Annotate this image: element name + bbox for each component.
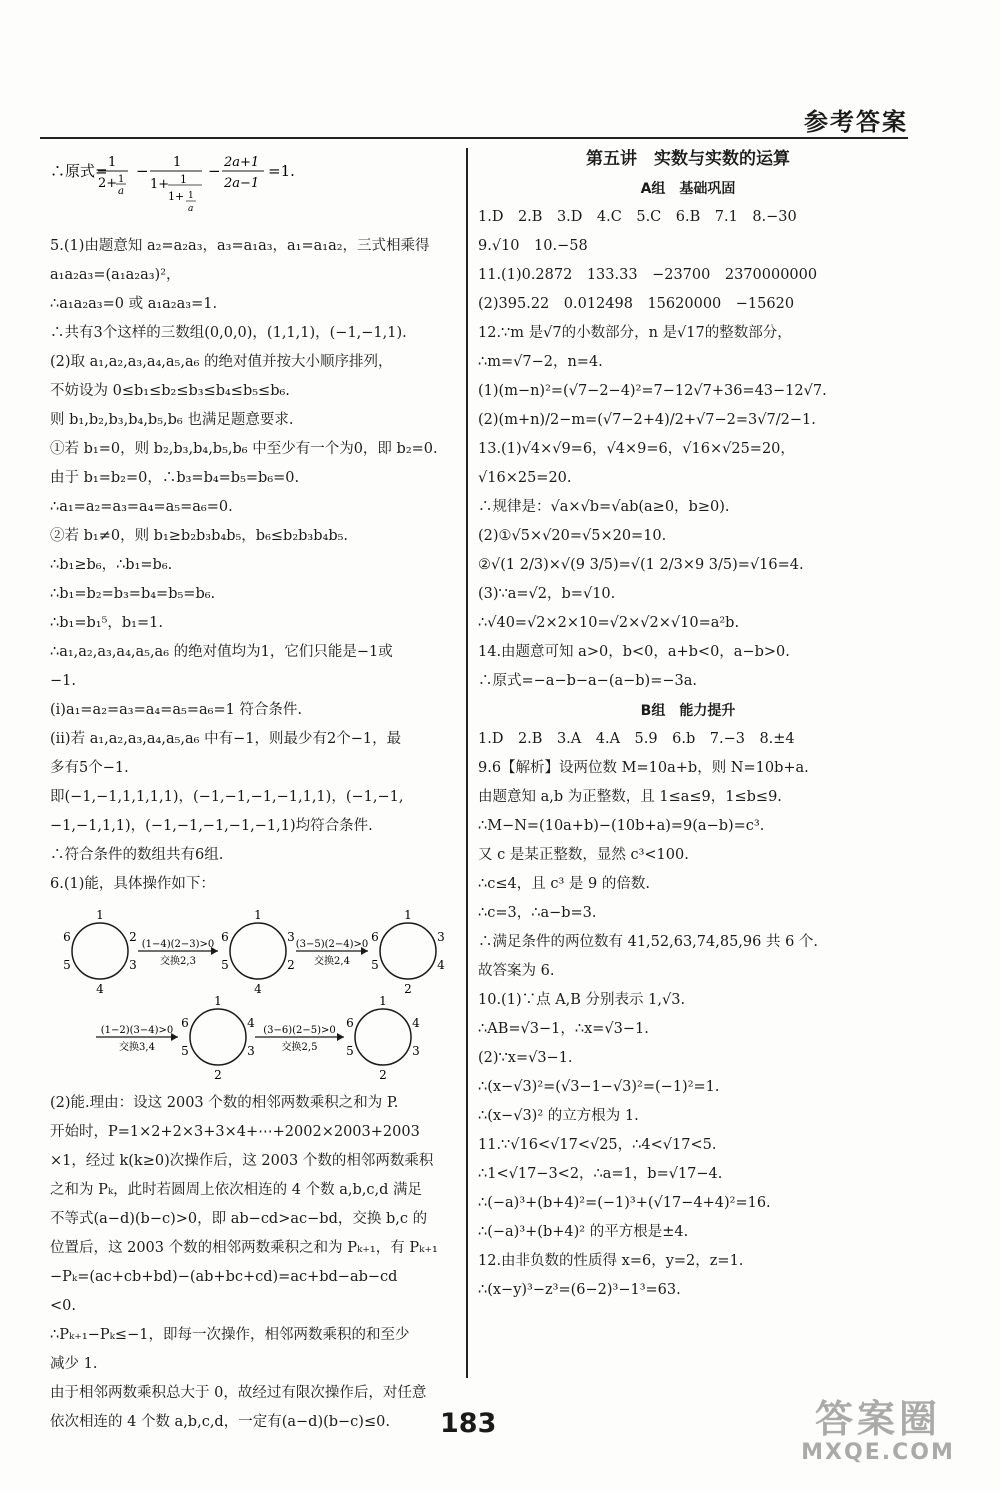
text-line: (2)395.22 0.012498 15620000 −15620 [478,296,795,312]
group-a-title: A组 基础巩固 [640,181,736,197]
circle-number: 1 [96,909,104,922]
circle-number: 5 [221,958,229,972]
text-line: 由于 b₁=b₂=0，∴b₃=b₄=b₅=b₆=0. [50,470,300,486]
text-line: (2)∵x=√3−1. [478,1050,573,1066]
text-line: ∴原式=−a−b−a−(a−b)=−3a. [478,673,697,689]
circle-number: 4 [96,982,104,996]
text-line: 11.(1)0.2872 133.33 −23700 2370000000 [478,267,818,283]
text-line: ∴满足条件的两位数有 41,52,63,74,85,96 共 6 个. [478,934,819,950]
text-line: ∴(−a)³+(b+4)² 的平方根是±4. [478,1224,689,1240]
circle-number: 5 [63,958,71,972]
text-line: ∴m=√7−2，n=4. [478,354,603,370]
circle-number: 1 [214,994,222,1008]
circle-number: 6 [371,930,379,944]
formula-frag: a [118,186,124,197]
formula-frag: 1 [173,155,182,170]
text-line: ∴(x−√3)²=(√3−1−√3)²=(−1)²=1. [478,1079,720,1095]
left-lines-1 [50,236,465,894]
circle-number: 4 [437,958,445,972]
text-line: √16×25=20. [478,470,572,486]
diagram-circle [190,1009,246,1065]
text-line: (ii)若 a₁,a₂,a₃,a₄,a₅,a₆ 中有−1，则最少有2个−1，最 [50,731,402,747]
text-line: (2)取 a₁,a₂,a₃,a₄,a₅,a₆ 的绝对值并按大小顺序排列， [50,354,393,370]
formula-frag: 1 [108,155,117,170]
arrow-action: 交换2,3 [160,956,196,967]
text-line: (i)a₁=a₂=a₃=a₄=a₅=a₆=1 符合条件. [50,702,303,718]
formula-frag: 1 [180,173,187,186]
circle-number: 2 [379,1068,387,1079]
text-line: ∴符合条件的数组共有6组. [50,847,224,863]
text-line: ∴a₁,a₂,a₃,a₄,a₅,a₆ 的绝对值均为1，它们只能是−1或 [50,644,393,660]
text-line: ∴√40=√2×2×10=√2×√2×√10=a²b. [478,615,740,631]
text-line: −1. [50,673,76,689]
text-line: ②若 b₁≠0，则 b₁≥b₂b₃b₄b₅，b₆≤b₂b₃b₄b₅. [50,528,349,544]
section-title: 第五讲 实数与实数的运算 [586,149,790,169]
formula-frag: 1 [118,174,125,185]
circle-number: 2 [214,1068,222,1079]
circle-number: 6 [63,930,71,944]
text-line: 9.√10 10.−58 [478,238,588,254]
text-line: −1,−1,1,1)，(−1,−1,−1,−1,−1,1)均符合条件. [50,818,373,834]
text-line: (1)(m−n)²=(√7−2−4)²=7−12√7+36=43−12√7. [478,383,827,399]
diagram-circle [230,923,286,979]
formula-frag: 2+ [98,176,118,191]
text-line: 故答案为 6. [478,963,555,979]
text-line: ∴a₁=a₂=a₃=a₄=a₅=a₆=0. [50,499,233,515]
text-line: ∴AB=√3−1，∴x=√3−1. [478,1021,649,1037]
arrow-action: 交换3,4 [119,1042,155,1053]
circle-number: 4 [412,1016,420,1030]
text-line: ∴规律是：√a×√b=√ab(a≥0，b≥0). [478,499,730,515]
text-line: 12.由非负数的性质得 x=6，y=2，z=1. [478,1253,744,1269]
circle-number: 3 [247,1044,255,1058]
circle-number: 1 [254,909,262,922]
circle-number: 6 [346,1016,354,1030]
fraction-formula [50,152,350,222]
text-line: ∴1<√17−3<2，∴a=1，b=√17−4. [478,1166,723,1182]
header-rule [40,137,908,139]
text-line: <0. [50,1298,76,1314]
right-column [478,148,898,1309]
group-b-lines [478,729,898,1300]
formula-frag: 1+ [168,190,185,203]
arrow-head [337,1033,344,1041]
text-line: (3)∵a=√2，b=√10. [478,586,616,602]
text-line: 由于相邻两数乘积总大于 0，故经过有限次操作后，对任意 [50,1385,427,1401]
text-line: ∴b₁=b₂=b₃=b₄=b₅=b₆. [50,586,216,602]
text-line: 5.(1)由题意知 a₂=a₂a₃，a₃=a₁a₃，a₁=a₁a₂，三式相乘得 [50,238,430,254]
column-divider [466,148,468,1378]
text-line: 10.(1)∵点 A,B 分别表示 1,√3. [478,992,686,1008]
diagram-circle [355,1009,411,1065]
text-line: 由题意知 a,b 为正整数，且 1≤a≤9，1≤b≤9. [478,789,782,805]
circle-number: 3 [412,1044,420,1058]
circle-swap-diagram [58,909,458,1079]
text-line: 则 b₁,b₂,b₃,b₄,b₅,b₆ 也满足题意要求. [50,412,294,428]
formula-line [50,152,465,222]
text-line: −Pₖ=(ac+cb+bd)−(ab+bc+cd)=ac+bd−ab−cd [50,1269,398,1285]
circle-number: 4 [254,982,262,996]
formula-prefix: ∴原式= [50,162,108,180]
text-line: 又 c 是某正整数，显然 c³<100. [478,847,689,863]
text-line: ∴b₁=b₁⁵，b₁=1. [50,615,163,631]
left-lines-2 [50,1093,465,1432]
arrow-condition: (1−2)(3−4)>0 [100,1025,174,1036]
text-line: 位置后，这 2003 个数的相邻两数乘积之和为 Pₖ₊₁，有 Pₖ₊₁ [50,1240,438,1256]
formula-frag: 2a+1 [224,155,260,170]
arrow-condition: (3−5)(2−4)>0 [295,939,369,950]
text-line: 14.由题意可知 a>0，b<0，a+b<0，a−b>0. [478,644,790,660]
arrow-action: 交换2,5 [281,1042,318,1053]
text-line: ∴a₁a₂a₃=0 或 a₁a₂a₃=1. [50,296,218,312]
text-line: 6.(1)能，具体操作如下： [50,876,215,892]
text-line: 不等式(a−d)(b−c)>0，即 ab−cd>ac−bd，交换 b,c 的 [50,1211,428,1227]
circle-number: 5 [371,958,379,972]
circle-number: 2 [287,958,295,972]
text-line: (2)(m+n)/2−m=(√7−2+4)/2+√7−2=3√7/2−1. [478,412,816,428]
circle-number: 2 [129,930,137,944]
formula-frag: − [136,162,149,180]
formula-frag: 1+ [150,177,170,192]
diagram-circle [380,923,436,979]
text-line: ∴(x−y)³−z³=(6−2)³−1³=63. [478,1282,681,1298]
header-title: 参考答案 [804,108,908,136]
text-line: ∴M−N=(10a+b)−(10b+a)=9(a−b)=c³. [478,818,765,834]
text-line: (2)①√5×√20=√5×20=10. [478,528,667,544]
text-line: ×1，经过 k(k≥0)次操作后，这 2003 个数的相邻两数乘积 [50,1153,434,1169]
group-b-title: B组 能力提升 [640,703,736,719]
text-line: 多有5个−1. [50,760,129,776]
text-line: 1.D 2.B 3.A 4.A 5.9 6.b 7.−3 8.±4 [478,731,795,747]
text-line: ∴共有3个这样的三数组(0,0,0)，(1,1,1)，(−1,−1,1). [50,325,407,341]
text-line: 依次相连的 4 个数 a,b,c,d，一定有(a−d)(b−c)≤0. [50,1414,390,1430]
circle-number: 1 [379,994,387,1008]
circle-number: 3 [129,958,137,972]
text-line: 开始时，P=1×2+2×3+3×4+⋯+2002×2003+2003 [50,1124,420,1140]
text-line: (2)能.理由：设这 2003 个数的相邻两数乘积之和为 P. [50,1095,399,1111]
text-line: 减少 1. [50,1356,98,1372]
circle-number: 2 [404,982,412,996]
circle-number: 3 [287,930,295,944]
watermark [778,1397,978,1469]
page-number: 183 [440,1408,497,1439]
watermark-logo: 答案圈 [814,1397,941,1441]
text-line: ②√(1 2/3)×√(9 3/5)=√(1 2/3×9 3/5)=√16=4. [478,557,804,573]
text-line: 13.(1)√4×√9=6，√4×9=6，√16×√25=20， [478,441,795,457]
text-line: 12.∵m 是√7的小数部分，n 是√17的整数部分， [478,325,792,341]
text-line: ∴c≤4，且 c³ 是 9 的倍数. [478,876,650,892]
text-line: ∴c=3，∴a−b=3. [478,905,597,921]
formula-frag: − [208,162,221,180]
text-line: 即(−1,−1,1,1,1,1)，(−1,−1,−1,−1,1,1)，(−1,−1, [50,789,404,805]
text-line: 1.D 2.B 3.D 4.C 5.C 6.B 7.1 8.−30 [478,209,797,225]
text-line: a₁a₂a₃=(a₁a₂a₃)²， [50,267,181,283]
left-column [50,148,465,1441]
circle-number: 3 [437,930,445,944]
circle-number: 6 [181,1016,189,1030]
diagram-circle [72,923,128,979]
text-line: ①若 b₁=0，则 b₂,b₃,b₄,b₅,b₆ 中至少有一个为0，即 b₂=0. [50,441,438,457]
circle-number: 5 [346,1044,354,1058]
formula-result: =1. [268,162,295,180]
text-line: ∴(x−√3)² 的立方根为 1. [478,1108,639,1124]
circle-number: 4 [247,1016,255,1030]
formula-frag: 2a−1 [224,176,260,191]
arrow-condition: (1−4)(2−3)>0 [141,939,215,950]
text-line: ∴Pₖ₊₁−Pₖ≤−1，即每一次操作，相邻两数乘积的和至少 [50,1327,410,1343]
formula-frag: a [188,204,194,214]
text-line: 11.∵√16<√17<√25，∴4<√17<5. [478,1137,717,1153]
watermark-site: MXQE.COM [801,1440,955,1465]
circle-number: 5 [181,1044,189,1058]
text-line: 之和为 Pₖ，此时若圆周上依次相连的 4 个数 a,b,c,d 满足 [50,1182,422,1198]
formula-frag: 1 [188,191,194,201]
text-line: ∴b₁≥b₆，∴b₁=b₆. [50,557,173,573]
text-line: 9.6【解析】设两位数 M=10a+b，则 N=10b+a. [478,760,809,776]
text-line: ∴(−a)³+(b+4)²=(−1)³+(√17−4+4)²=16. [478,1195,771,1211]
arrow-condition: (3−6)(2−5)>0 [263,1025,336,1036]
circle-number: 6 [221,930,229,944]
arrow-action: 交换2,4 [314,956,350,967]
circle-number: 1 [404,909,412,922]
group-a-lines [478,207,898,691]
text-line: 不妨设为 0≤b₁≤b₂≤b₃≤b₄≤b₅≤b₆. [50,383,290,399]
